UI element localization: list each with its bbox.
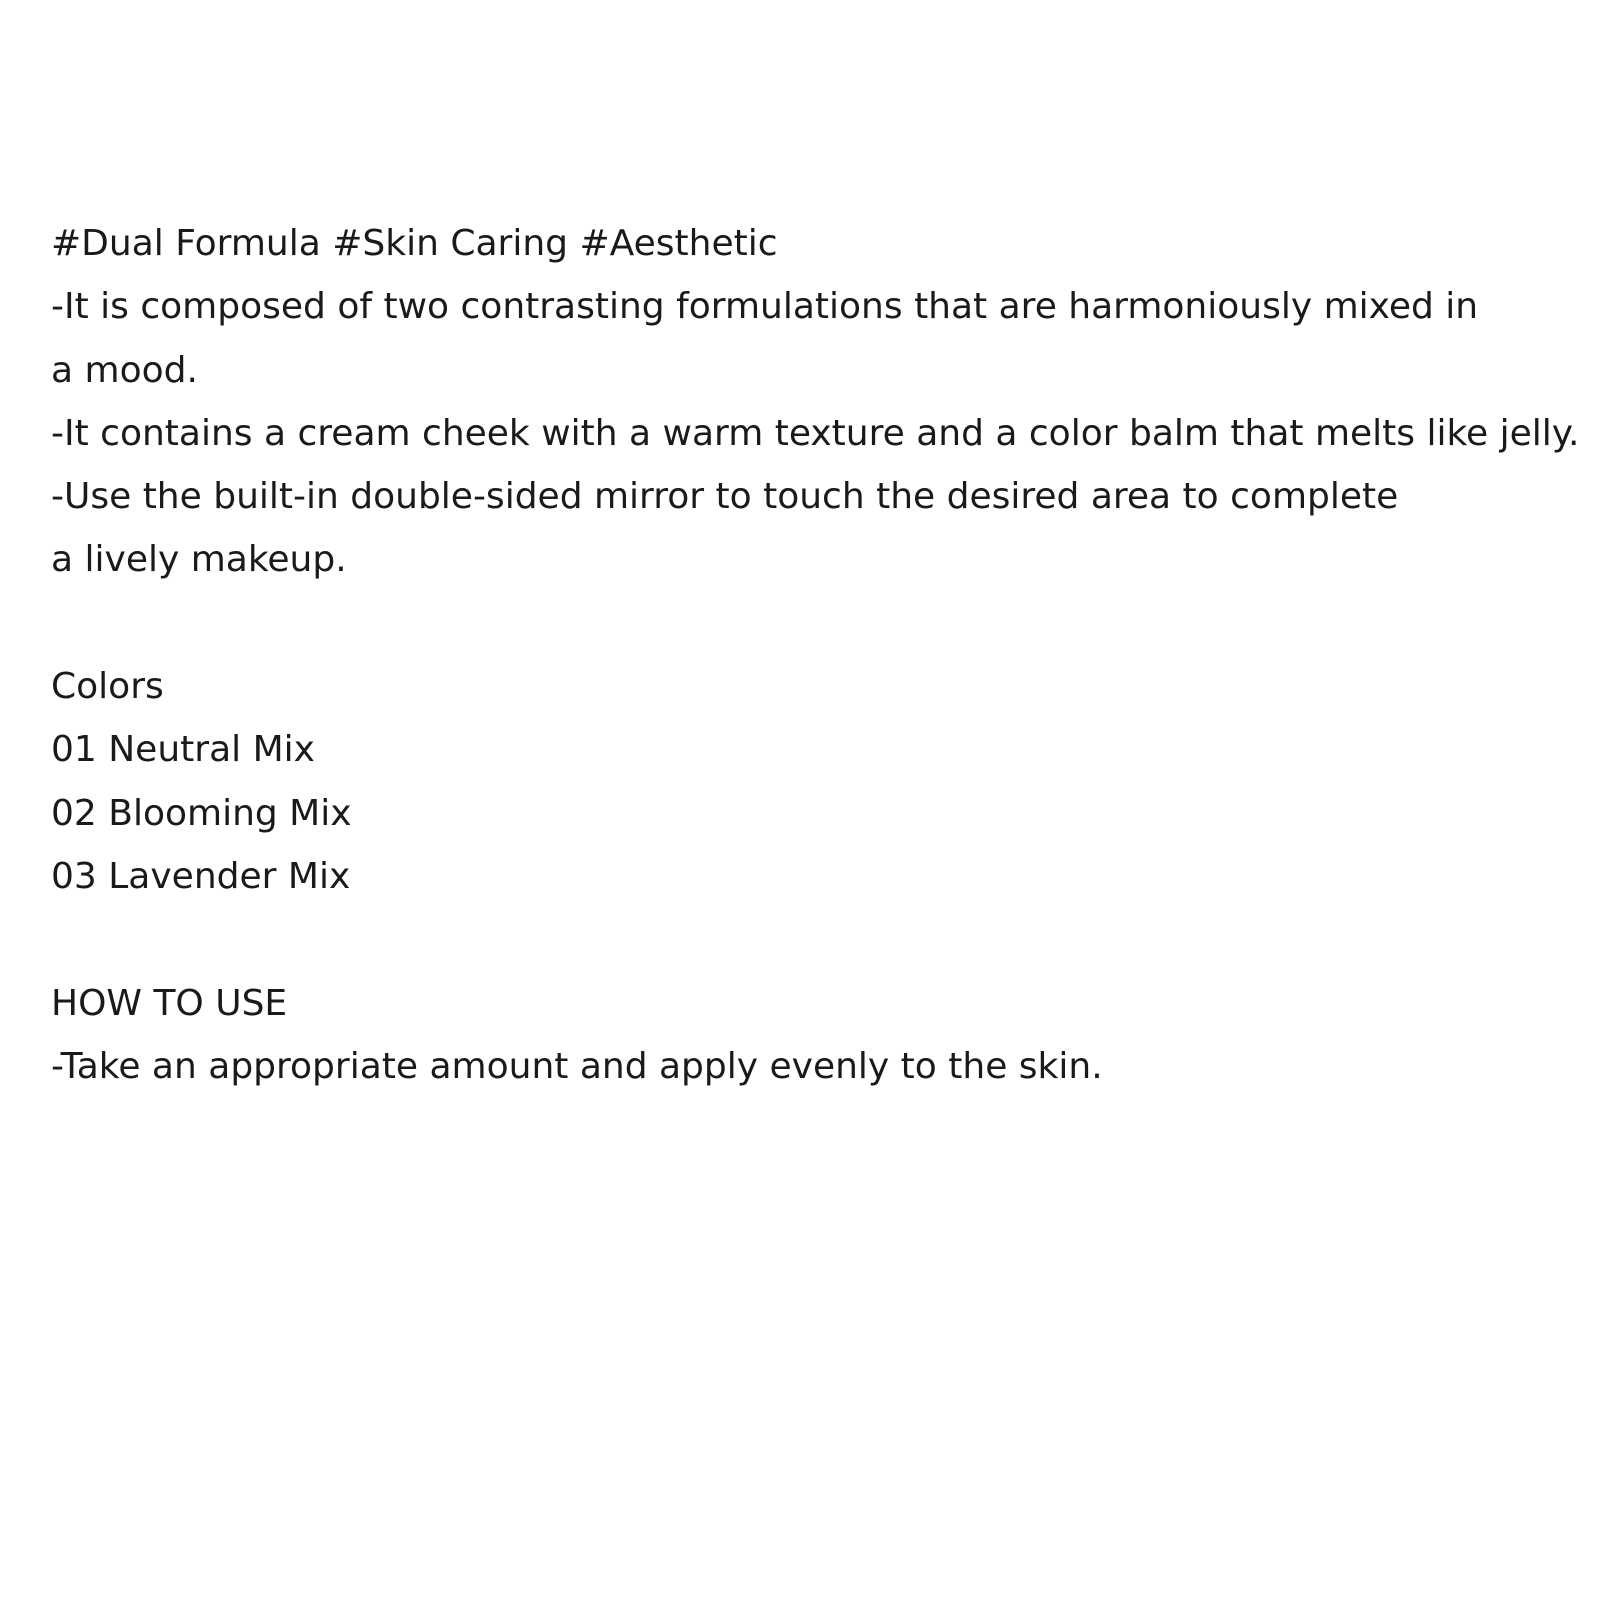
description-line: a lively makeup.: [51, 539, 347, 581]
spacer: [51, 592, 1571, 655]
color-item: 02 Blooming Mix: [51, 792, 352, 834]
description-line: -It contains a cream cheek with a warm texture and a color balm that melts like jelly.: [51, 412, 1580, 454]
description-line: a mood.: [51, 349, 198, 391]
how-to-use-heading: HOW TO USE: [51, 982, 288, 1024]
description-line: -It is composed of two contrasting formulations that are harmoniously mixed in: [51, 286, 1479, 328]
hashtags: #Dual Formula #Skin Caring #Aesthetic: [51, 223, 778, 264]
color-item: 03 Lavender Mix: [51, 855, 351, 897]
colors-heading: Colors: [51, 666, 164, 708]
product-description: [51, 212, 1580, 1098]
how-to-use-line: -Take an appropriate amount and apply evenly to the skin.: [51, 1045, 1103, 1087]
spacer: [51, 908, 1571, 971]
color-item: 01 Neutral Mix: [51, 729, 315, 771]
description-line: -Use the built-in double-sided mirror to touch the desired area to complete: [51, 476, 1399, 518]
